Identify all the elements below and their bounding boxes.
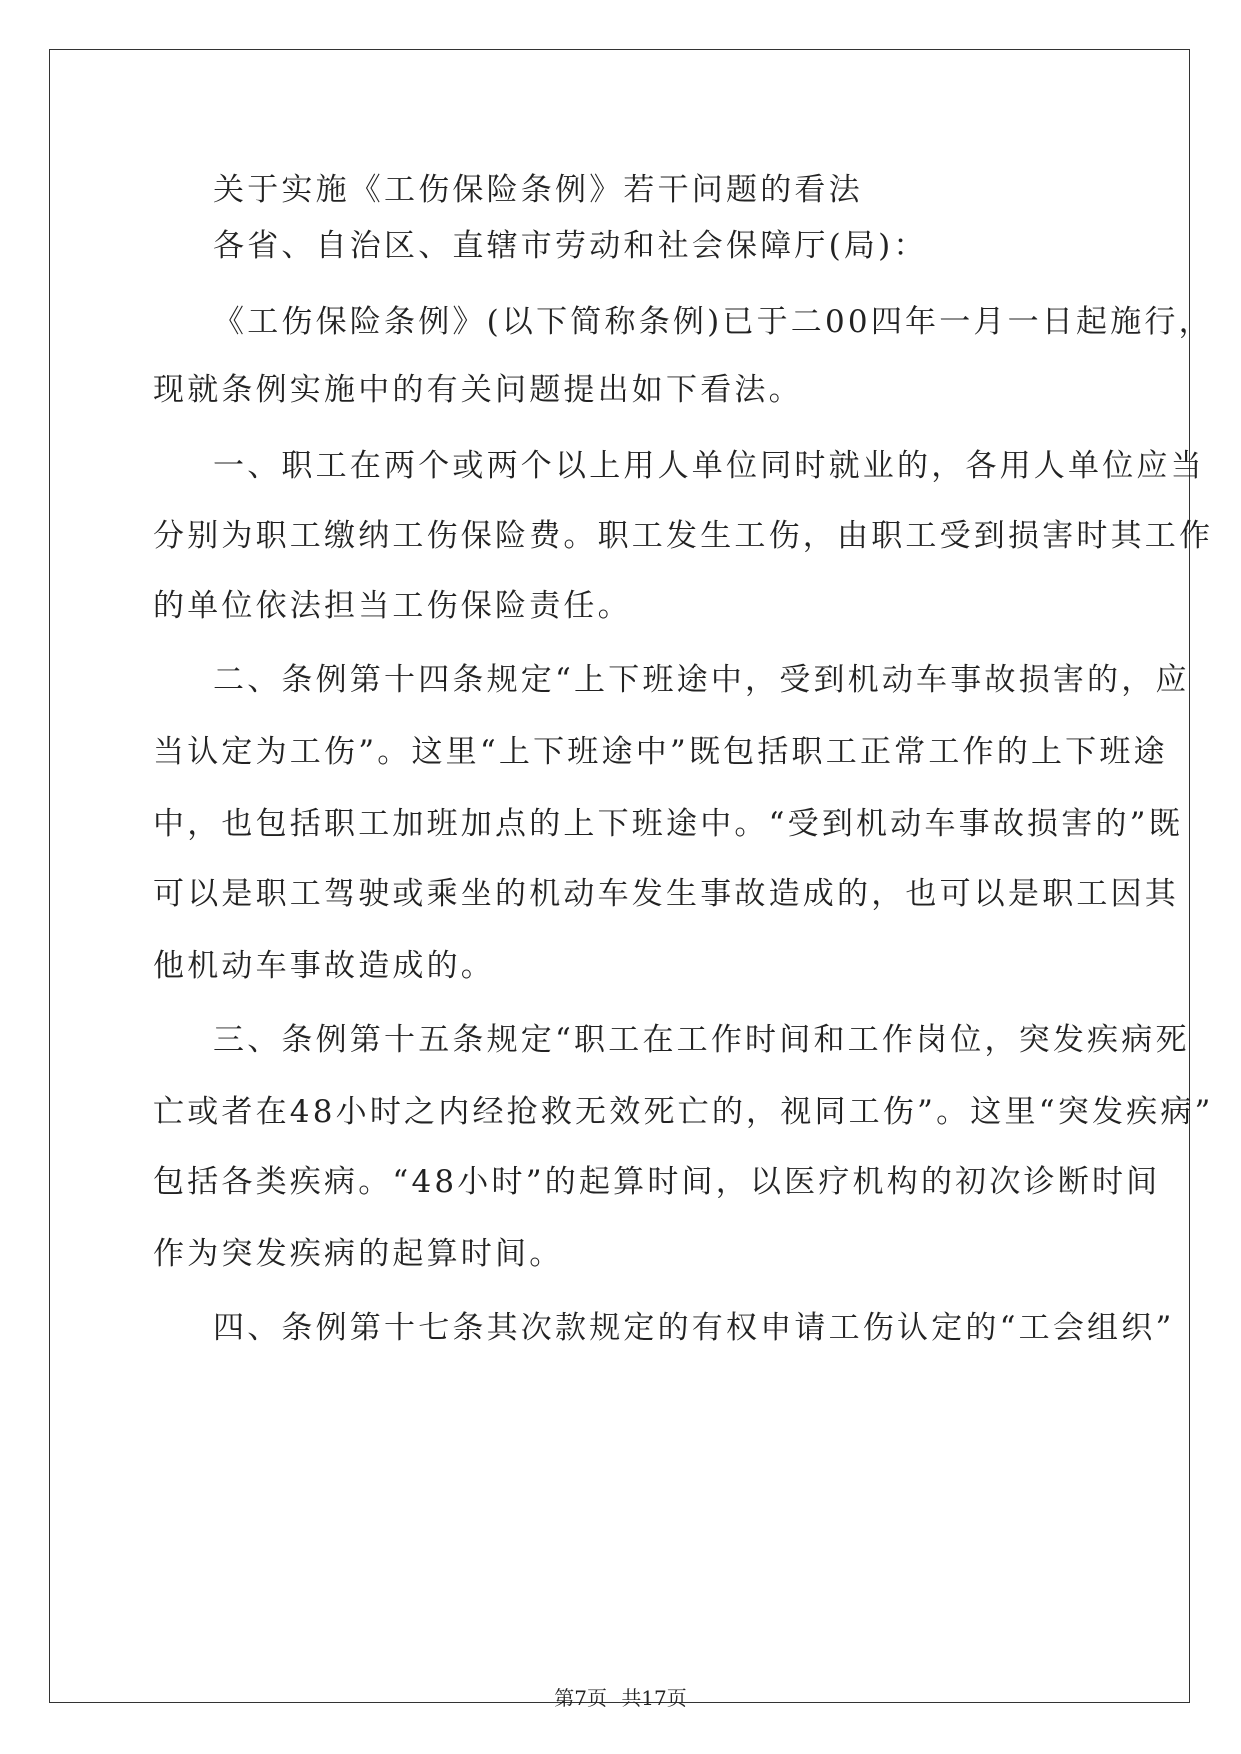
body-line: 分别为职工缴纳工伤保险费。职工发生工伤，由职工受到损害时其工作: [153, 518, 1214, 554]
body-line: 一、职工在两个或两个以上用人单位同时就业的，各用人单位应当: [213, 448, 1205, 484]
body-line: 包括各类疾病。“48小时”的起算时间，以医疗机构的初次诊断时间: [153, 1164, 1161, 1200]
body-line: 中，也包括职工加班加点的上下班途中。“受到机动车事故损害的”既: [153, 806, 1183, 842]
body-line: 二、条例第十四条规定“上下班途中，受到机动车事故损害的，应: [213, 662, 1190, 698]
body-line: 他机动车事故造成的。: [153, 948, 495, 984]
page-total: 共17页: [621, 1686, 687, 1710]
document-title: 关于实施《工伤保险条例》若干问题的看法: [213, 172, 863, 208]
body-line: 四、条例第十七条其次款规定的有权申请工伤认定的“工会组织”: [213, 1310, 1175, 1346]
body-line: 现就条例实施中的有关问题提出如下看法。: [153, 372, 803, 408]
body-line: 可以是职工驾驶或乘坐的机动车发生事故造成的，也可以是职工因其: [153, 876, 1179, 912]
page-footer: [0, 1686, 1241, 1710]
body-line: 当认定为工伤”。这里“上下班途中”既包括职工正常工作的上下班途: [153, 734, 1168, 770]
body-line: 《工伤保险条例》(以下简称条例)已于二00四年一月一日起施行，: [213, 304, 1213, 340]
body-line: 的单位依法担当工伤保险责任。: [153, 588, 632, 624]
page-number: 第7页: [554, 1686, 607, 1710]
body-line: 亡或者在48小时之内经抢救无效死亡的，视同工伤”。这里“突发疾病”: [153, 1094, 1214, 1130]
body-line: 三、条例第十五条规定“职工在工作时间和工作岗位，突发疾病死: [213, 1022, 1190, 1058]
salutation-line: 各省、自治区、直辖市劳动和社会保障厅(局)：: [213, 228, 928, 264]
body-line: 作为突发疾病的起算时间。: [153, 1236, 564, 1272]
